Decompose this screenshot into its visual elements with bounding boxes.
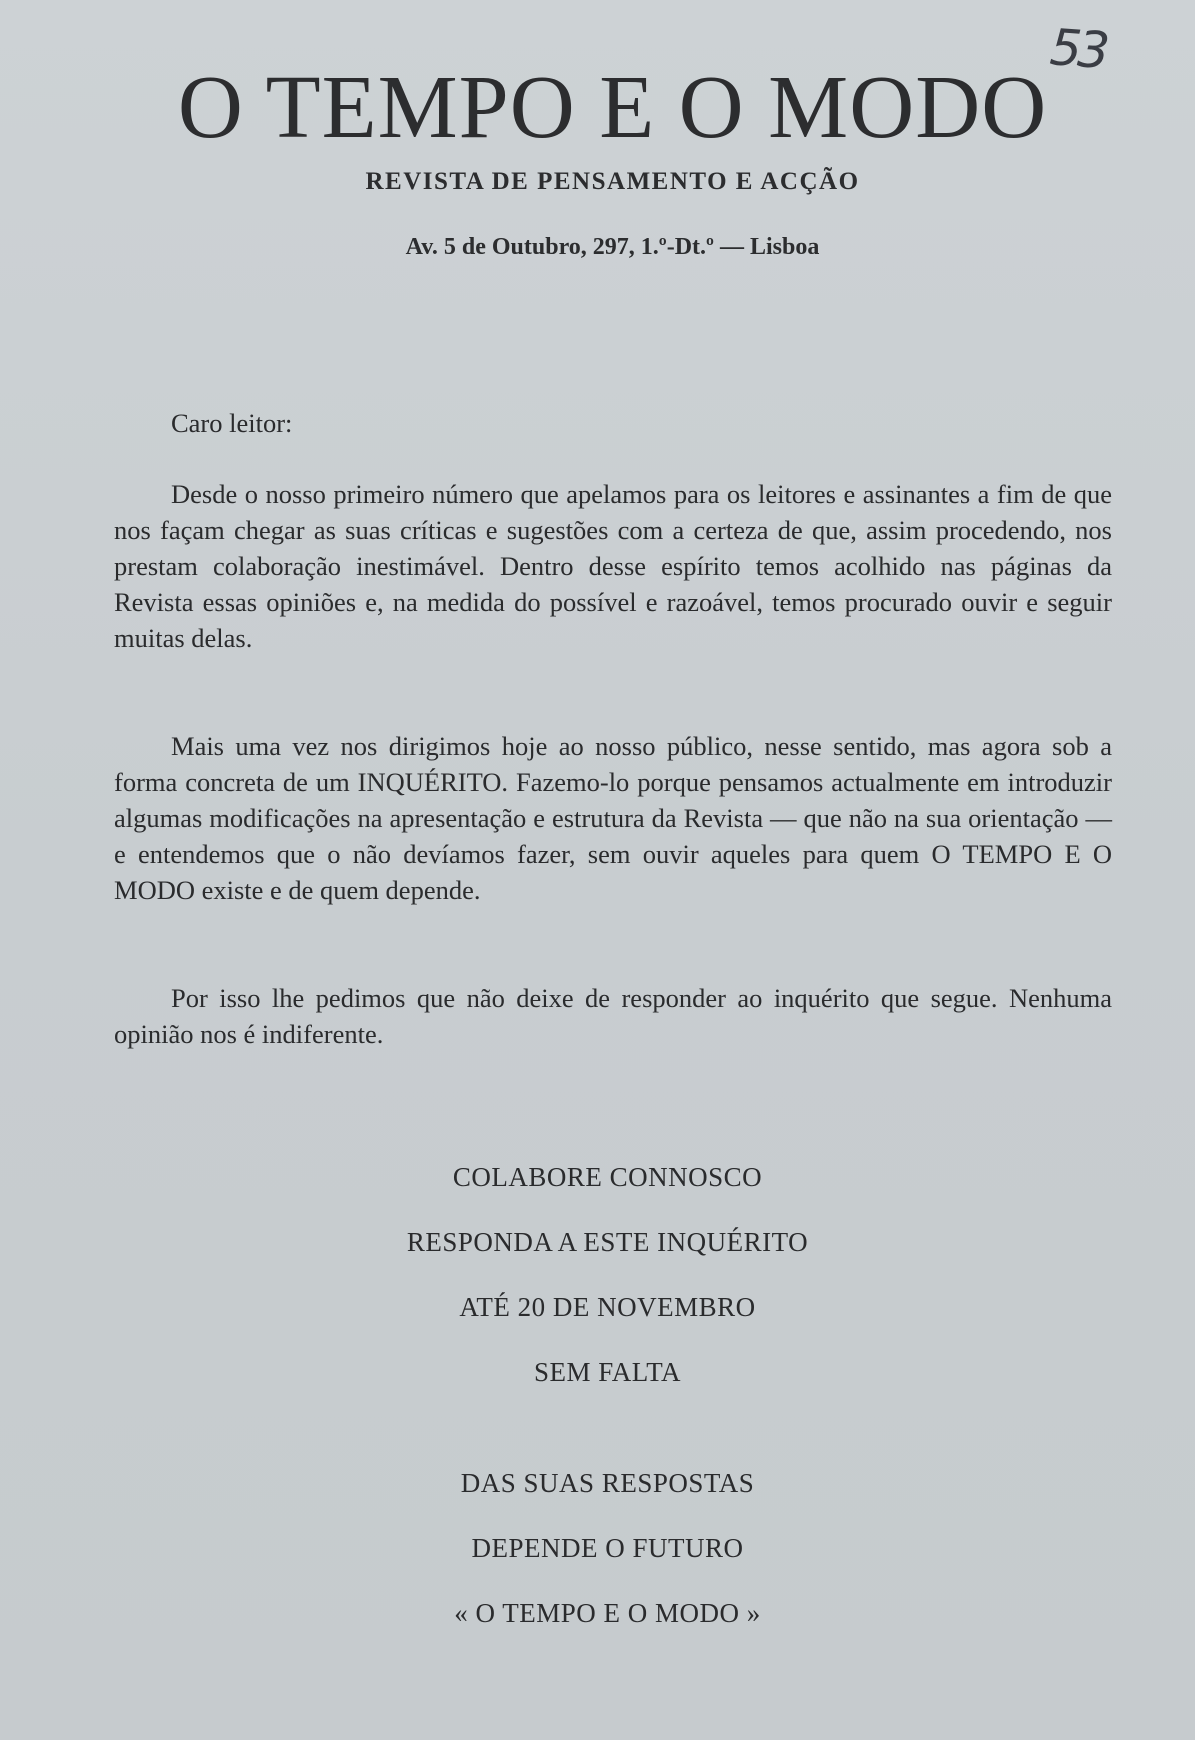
salutation: Caro leitor: [171, 408, 293, 438]
paragraph-3: Por isso lhe pedimos que não deixe de responder ao inquérito que segue. Nenhuma opinião nos é indiferente. [114, 983, 1112, 1049]
callout-your-answers: DAS SUAS RESPOSTAS [460, 1468, 755, 1498]
callout-deadline: ATÉ 20 DE NOVEMBRO [459, 1292, 756, 1322]
callout-without-fail: SEM FALTA [533, 1357, 682, 1387]
handwritten-page-number: 53 [1048, 18, 1108, 80]
paragraph-1: Desde o nosso primeiro número que apelamos para os leitores e assinantes a fim de que nos façam chegar as suas críticas e sugestões com a certeza de que, assim procedendo, nos prestam colaboração inestimável. Dentro desse espírito temos acolhido nas páginas da Revista essas opiniões e, na medida do possível e razoável, temos procurado ouvir e seguir muitas delas. [114, 479, 1112, 653]
callout-collaborate: COLABORE CONNOSCO [452, 1162, 763, 1192]
callout-depends-future: DEPENDE O FUTURO [471, 1533, 744, 1563]
callout-magazine-name: « O TEMPO E O MODO » [454, 1598, 761, 1628]
masthead-title: O TEMPO E O MODO [177, 58, 1048, 157]
masthead-address: Av. 5 de Outubro, 297, 1.º-Dt.º — Lisboa [405, 234, 820, 260]
masthead-subtitle: REVISTA DE PENSAMENTO E ACÇÃO [365, 168, 860, 195]
callout-respond: RESPONDA A ESTE INQUÉRITO [406, 1227, 809, 1257]
paragraph-2: Mais uma vez nos dirigimos hoje ao nosso público, nesse sentido, mas agora sob a forma concreta de um INQUÉRITO. Fazemo-lo porque pensamos actualmente em introduzir algumas modificações na apresentação e estrutura da Revista — que não na sua orientação — e entendemos que o não devíamos fazer, sem ouvir aqueles para quem O TEMPO E O MODO existe e de quem depende. [114, 731, 1112, 905]
